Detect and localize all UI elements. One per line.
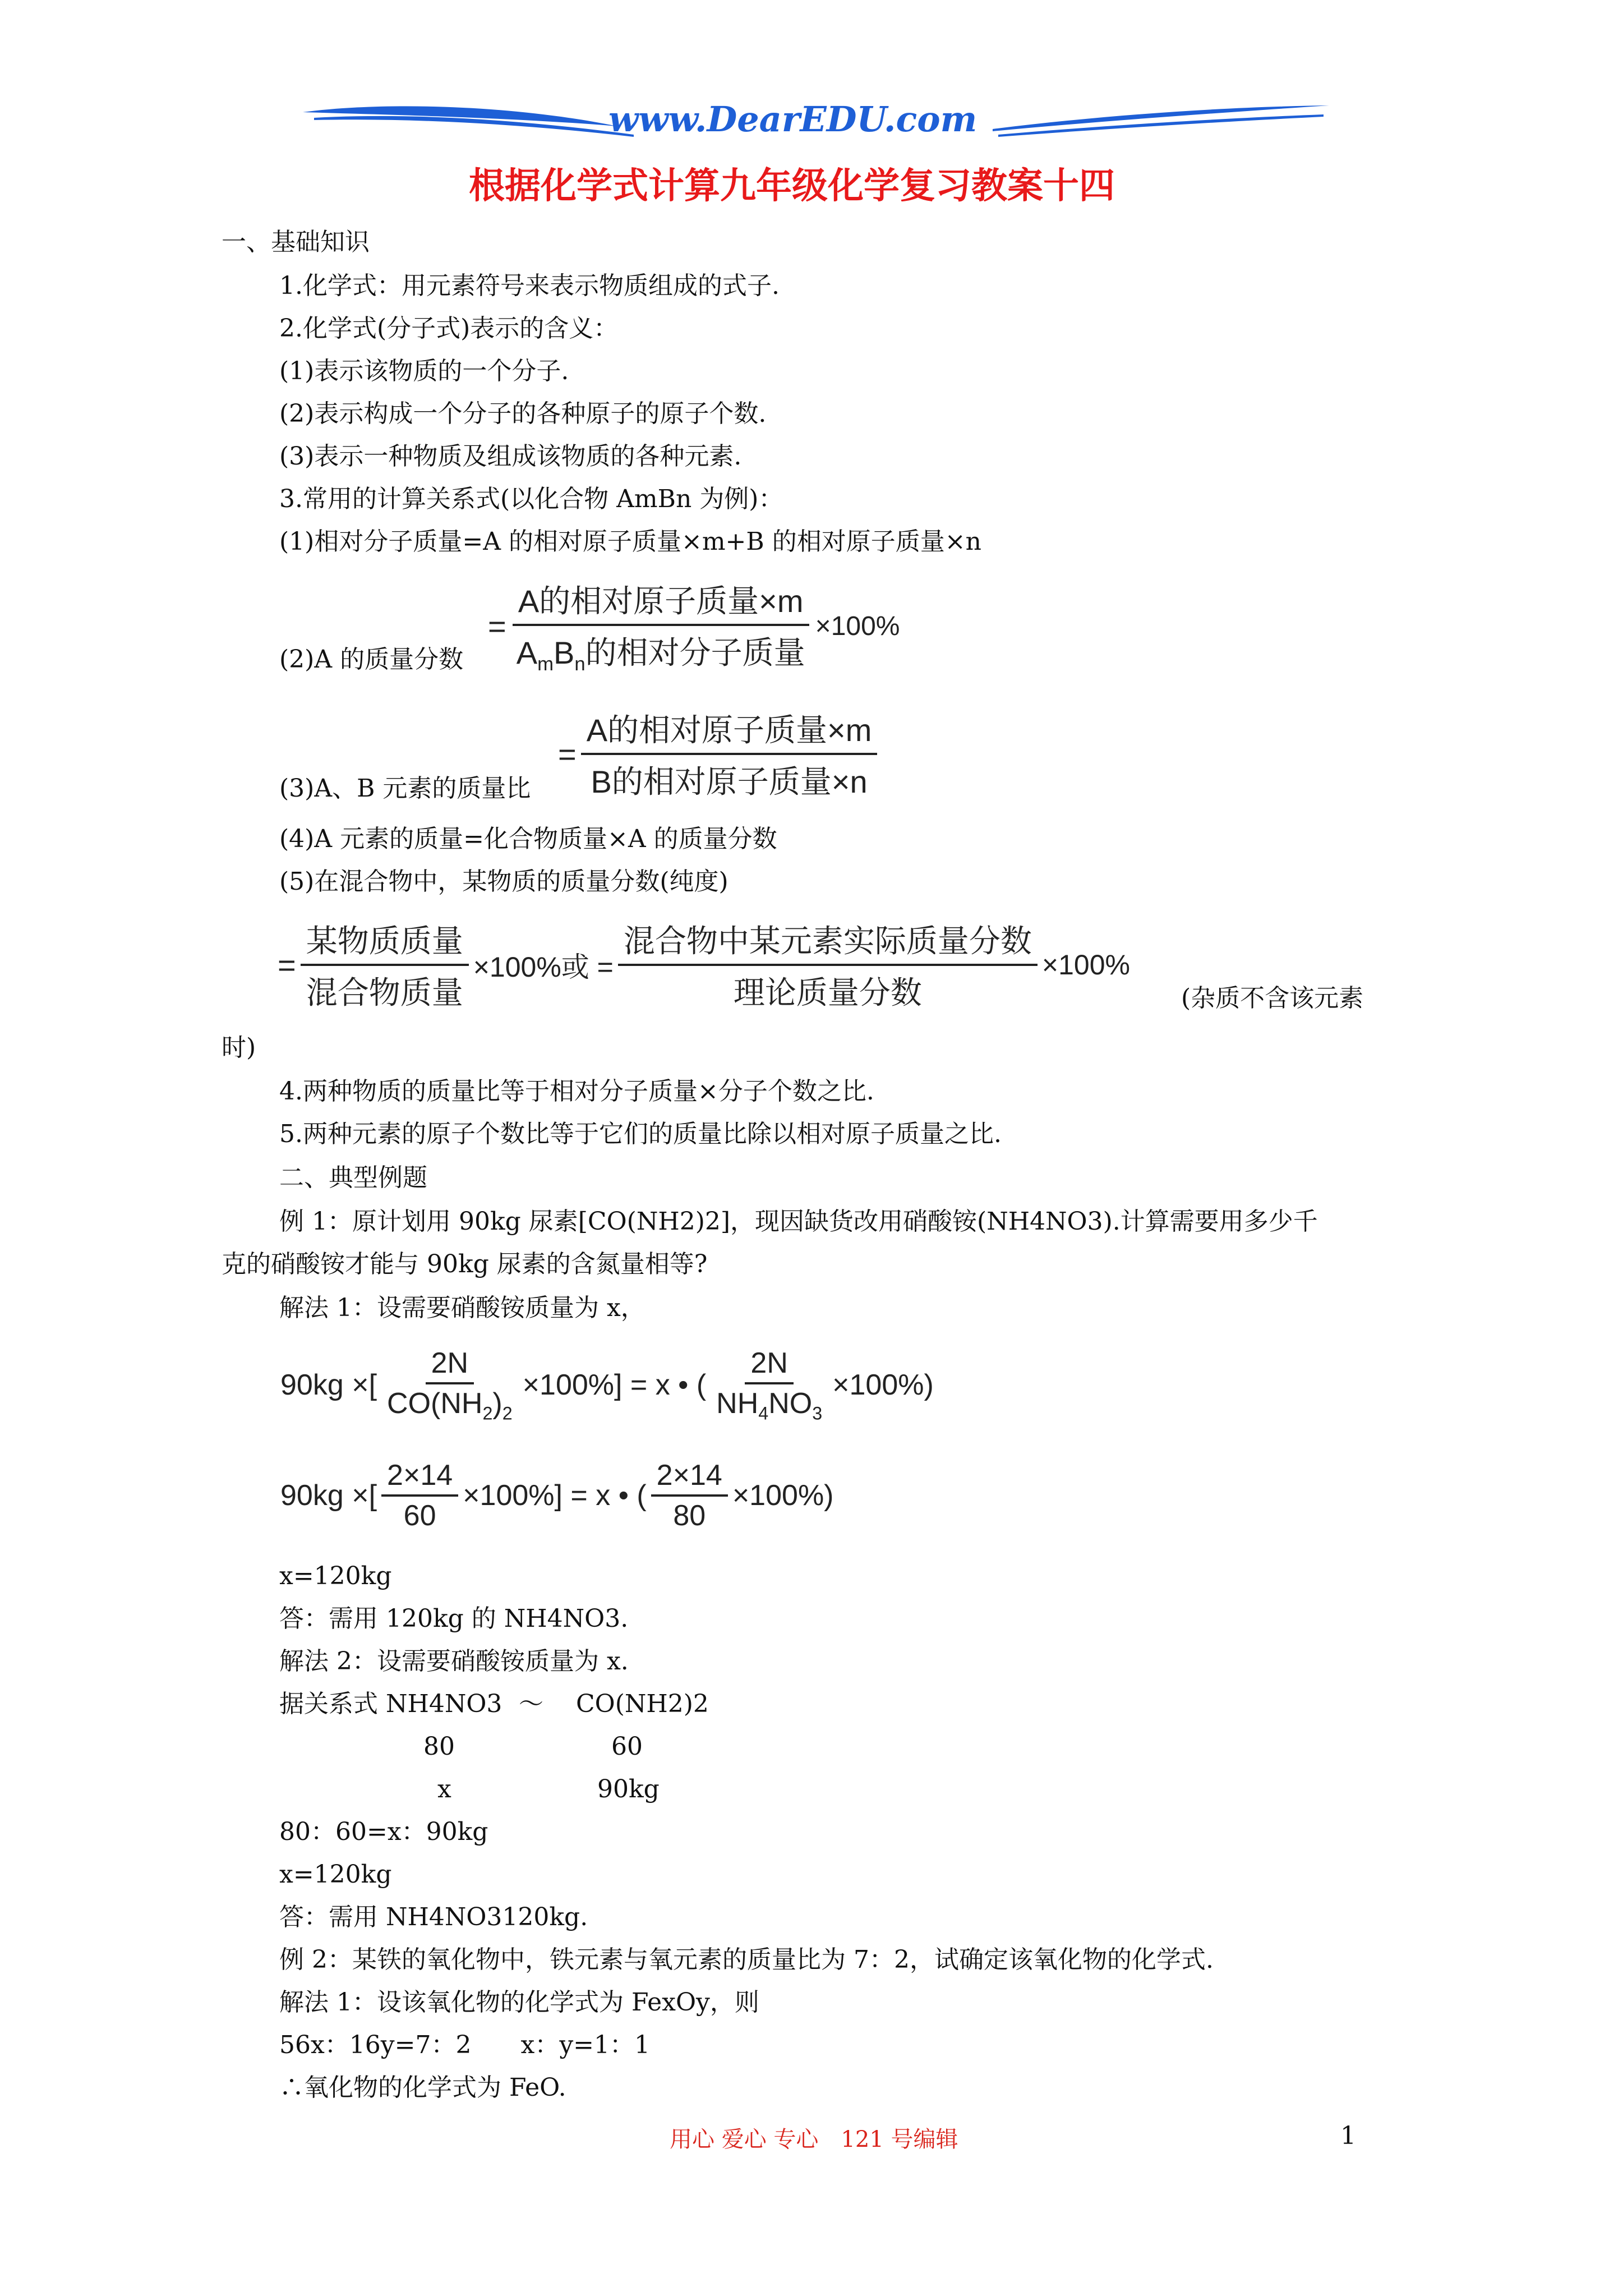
header-site-link[interactable]: www.DearEDU.com — [608, 99, 978, 140]
text-line: 80 — [423, 1732, 455, 1761]
fraction-numerator: 某物质质量 — [301, 917, 469, 966]
formula-connector: ×100%] = x • ( — [522, 1369, 707, 1402]
equals-sign: = — [488, 608, 506, 644]
fraction-denominator: 60 — [403, 1499, 436, 1532]
fraction-denominator: $CO(NH_2)_2$ — [387, 1387, 513, 1424]
page-title: 根据化学式计算九年级化学复习教案十四 — [469, 165, 1115, 207]
text-line: 答：需用 NH4NO3120kg. — [279, 1903, 588, 1931]
text-line: ～ — [519, 1690, 543, 1718]
header-swoosh-left — [303, 95, 639, 146]
text-line: 解法 1：设需要硝酸铵质量为 x， — [279, 1294, 645, 1322]
text-line: (5)在混合物中，某物质的质量分数(纯度) — [279, 867, 728, 896]
text-line: 5.两种元素的原子个数比等于它们的质量比除以相对原子质量之比. — [279, 1120, 1002, 1148]
text-line: (3)A、B 元素的质量比 — [279, 774, 531, 803]
text-line: x=120kg — [279, 1562, 392, 1590]
formula-purity — [278, 917, 1130, 1013]
fraction-denominator: 理论质量分数 — [733, 975, 922, 1010]
percent-factor: ×100% — [815, 611, 900, 641]
formula-lead: 90kg ×[ — [280, 1369, 377, 1402]
text-line: (4)A 元素的质量=化合物质量×A 的质量分数 — [279, 825, 777, 853]
text-line: 60 — [611, 1732, 643, 1761]
formula-connector: ×100%] = x • ( — [463, 1479, 647, 1512]
text-line: x=120kg — [279, 1860, 392, 1889]
text-line: 3.常用的计算关系式(以化合物 AmBn 为例)： — [279, 485, 783, 513]
text-line: 1.化学式：用元素符号来表示物质组成的式子. — [279, 272, 780, 300]
footer-text: 用心 爱心 专心 121 号编辑 — [670, 2127, 958, 2152]
text-line: 答：需用 120kg 的 NH4NO3. — [279, 1604, 629, 1633]
formula-nitrogen-equation — [280, 1346, 934, 1424]
text-line: (杂质不含该元素 — [1181, 984, 1364, 1013]
text-line: (2)表示构成一个分子的各种原子的原子个数. — [279, 399, 767, 428]
page-number: 1 — [1340, 2122, 1356, 2150]
text-line: 解法 2：设需要硝酸铵质量为 x. — [279, 1647, 629, 1676]
fraction-denominator: 混合物质量 — [306, 975, 463, 1010]
text-line: CO(NH2)2 — [576, 1690, 709, 1718]
text-line: 据关系式 NH4NO3 — [279, 1690, 502, 1718]
section-heading-examples: 二、典型例题 — [279, 1163, 427, 1192]
fraction-numerator: A的相对原子质量×m — [513, 577, 809, 626]
section-heading-basics: 一、基础知识 — [222, 228, 370, 256]
text-line: (3)表示一种物质及组成该物质的各种元素. — [279, 442, 742, 471]
fraction-denominator: $NH_4NO_3$ — [716, 1387, 823, 1424]
formula-connector: ×100%或 = — [473, 951, 614, 983]
text-line: 56x：16y=7：2 x：y=1：1 — [279, 2031, 651, 2059]
text-line: 2.化学式(分子式)表示的含义： — [279, 314, 619, 343]
fraction-numerator: 2×14 — [651, 1458, 728, 1497]
text-line: 解法 1：设该氧化物的化学式为 FexOy，则 — [279, 1988, 759, 2017]
formula-mass-fraction — [488, 577, 900, 675]
text-line: 4.两种物质的质量比等于相对分子质量×分子个数之比. — [279, 1077, 874, 1106]
text-line: 克的硝酸铵才能与 90kg 尿素的含氮量相等? — [222, 1250, 708, 1278]
fraction-denominator: $A_mB_n$的相对分子质量 — [516, 635, 805, 675]
text-line: 80：60=x：90kg — [279, 1818, 488, 1846]
formula-tail: ×100%) — [832, 1369, 934, 1402]
text-line: x — [437, 1775, 451, 1803]
fraction-numerator: A的相对原子质量×m — [581, 706, 878, 755]
text-line: (1)表示该物质的一个分子. — [279, 357, 569, 385]
header-banner — [303, 95, 1329, 146]
fraction-denominator: 80 — [673, 1499, 706, 1532]
text-line: ∴氧化物的化学式为 FeO. — [279, 2073, 566, 2102]
formula-tail: ×100%) — [732, 1479, 834, 1512]
fraction-numerator: 2×14 — [381, 1458, 458, 1497]
text-line: 90kg — [597, 1775, 660, 1803]
header-swoosh-right — [993, 95, 1329, 146]
formula-mass-ratio — [558, 706, 882, 802]
equals-sign: = — [558, 736, 577, 772]
percent-factor: ×100% — [1041, 949, 1130, 981]
text-line: 例 2：某铁的氧化物中，铁元素与氧元素的质量比为 7：2，试确定该氧化物的化学式. — [279, 1945, 1214, 1974]
fraction-numerator: 2N — [745, 1346, 793, 1384]
fraction-numerator: 2N — [426, 1346, 474, 1384]
fraction-denominator: B的相对原子质量×n — [591, 764, 868, 799]
text-line: 例 1：原计划用 90kg 尿素[CO(NH2)2]，现因缺货改用硝酸铵(NH4NO3).计算需要用多少千 — [279, 1207, 1318, 1236]
equals-sign: = — [278, 947, 296, 983]
fraction-numerator: 混合物中某元素实际质量分数 — [618, 917, 1038, 966]
text-line: (1)相对分子质量=A 的相对原子质量×m+B 的相对原子质量×n — [279, 527, 981, 556]
text-line: (2)A 的质量分数 — [279, 645, 464, 674]
text-line: 时) — [222, 1033, 256, 1062]
formula-lead: 90kg ×[ — [280, 1479, 377, 1512]
formula-numeric-equation — [280, 1458, 834, 1533]
